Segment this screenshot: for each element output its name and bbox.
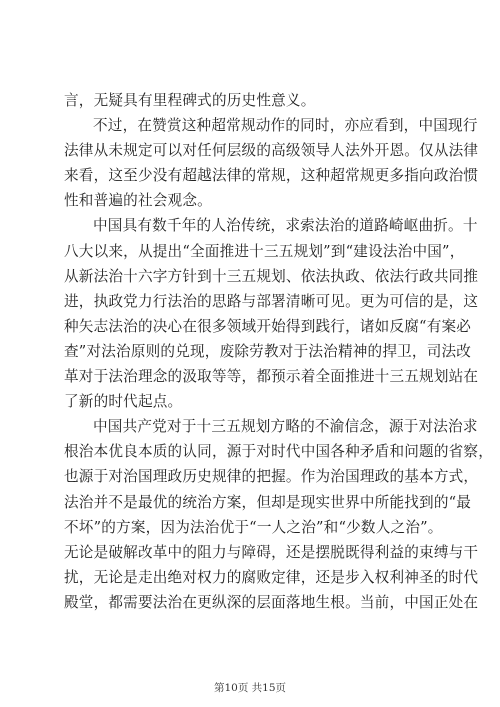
- text-line: 殿堂，都需要法治在更纵深的层面落地生根。当前，中国正处在: [64, 593, 479, 611]
- text-line: 查”对法治原则的兑现，废除劳教对于法治精神的捍卫，司法改: [64, 342, 472, 360]
- text-line: 不过，在赞赏这种超常规动作的同时，亦应看到，中国现行: [93, 117, 478, 135]
- text-line: 了新的时代起点。: [64, 393, 183, 411]
- text-line: 言，无疑具有里程碑式的历史性意义。: [64, 92, 316, 109]
- page-number-label: 第10页 共15页: [213, 682, 287, 694]
- text-line: 进，执政党力行法治的思路与部署清晰可见。更为可信的是，这: [64, 292, 479, 310]
- document-body: [64, 88, 494, 615]
- page-footer: [0, 680, 500, 695]
- text-line: 来看，这至少没有超越法律的常规，这种超常规更多指向政治惯: [64, 167, 479, 185]
- paragraph: [64, 88, 436, 113]
- text-line: 法治并不是最优的统治方案，但却是现实世界中所能找到的“最: [64, 493, 472, 511]
- text-line: 法律从未规定可以对任何层级的高级领导人法外开恩。仅从法律: [64, 142, 479, 160]
- text-line: 中国具有数千年的人治传统，求索法治的道路崎岖曲折。十: [93, 217, 478, 235]
- text-line: 不坏”的方案，因为法治优于“一人之治”和“少数人之治”。: [64, 518, 443, 536]
- text-line: 革对于法治理念的汲取等等，都预示着全面推进十三五规划站在: [64, 368, 479, 386]
- text-line: 扰，无论是走出绝对权力的腐败定律，还是步入权利神圣的时代: [64, 568, 479, 586]
- text-line: 性和普遍的社会观念。: [64, 192, 212, 210]
- paragraph: [64, 213, 479, 414]
- text-line: 中国共产党对于十三五规划方略的不渝信念，源于对法治求: [93, 418, 478, 436]
- text-line: 根治本优良本质的认同，源于对时代中国各种矛盾和问题的省察，: [64, 443, 494, 461]
- text-line: 无论是破解改革中的阻力与障碍，还是摆脱既得利益的束缚与干: [64, 543, 479, 561]
- text-line: 从新法治十六字方针到十三五规划、依法执政、依法行政共同推: [64, 267, 479, 285]
- paragraph: [64, 414, 494, 615]
- text-line: 也源于对治国理政历史规律的把握。作为治国理政的基本方式，: [64, 468, 479, 486]
- text-line: 种矢志法治的决心在很多领域开始得到践行，诸如反腐“有案必: [64, 317, 472, 335]
- text-line: 八大以来，从提出“全面推进十三五规划”到“建设法治中国”，: [64, 242, 465, 260]
- paragraph: [64, 113, 479, 213]
